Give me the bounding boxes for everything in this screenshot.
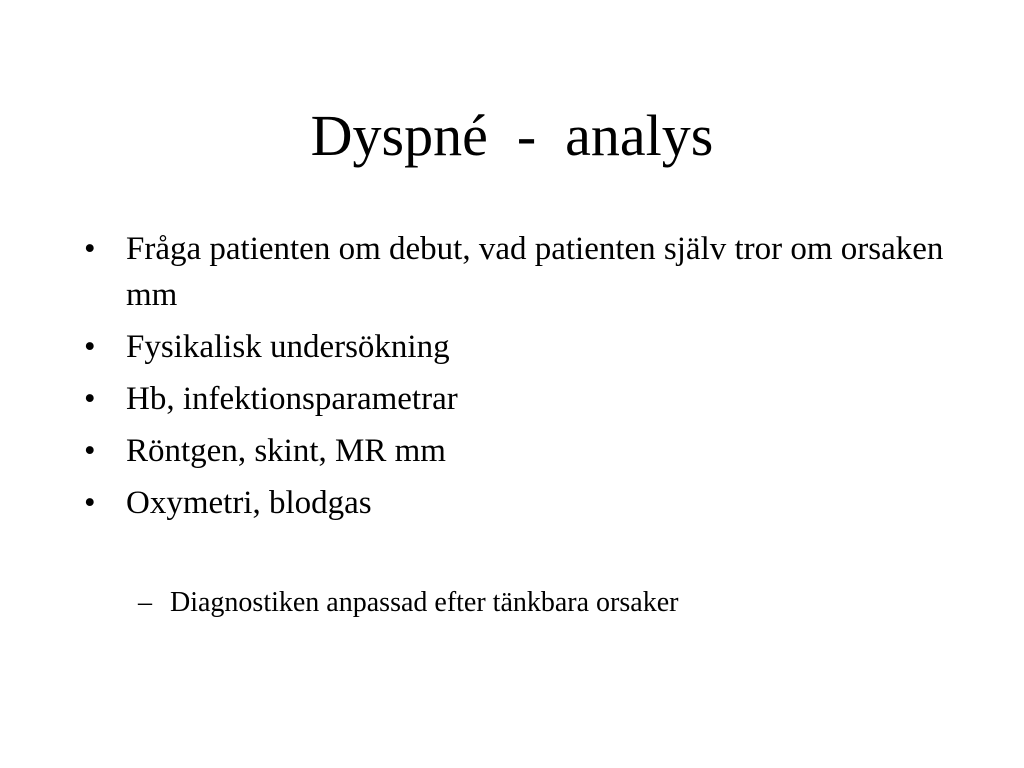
bullet-list [84, 226, 944, 532]
sub-bullet-marker: – [138, 587, 152, 618]
bullet-text: Fråga patienten om debut, vad patienten själv tror om orsaken mm [126, 231, 944, 313]
bullet-marker: • [84, 433, 96, 469]
bullet-marker: • [84, 231, 96, 267]
bullet-text: Fysikalisk undersökning [126, 329, 450, 365]
bullet-marker: • [84, 381, 96, 417]
bullet-item [84, 226, 944, 318]
bullet-item [84, 428, 944, 474]
sub-bullet-text: Diagnostiken anpassad efter tänkbara orsaker [170, 587, 679, 618]
sub-bullet [138, 584, 958, 622]
bullet-marker: • [84, 329, 96, 365]
bullet-text: Hb, infektionsparametrar [126, 381, 458, 417]
slide-title: Dyspné - analys [310, 103, 714, 168]
bullet-text: Röntgen, skint, MR mm [126, 433, 446, 469]
bullet-item [84, 480, 944, 526]
bullet-text: Oxymetri, blodgas [126, 485, 372, 521]
bullet-item [84, 376, 944, 422]
bullet-marker: • [84, 485, 96, 521]
bullet-item [84, 324, 944, 370]
